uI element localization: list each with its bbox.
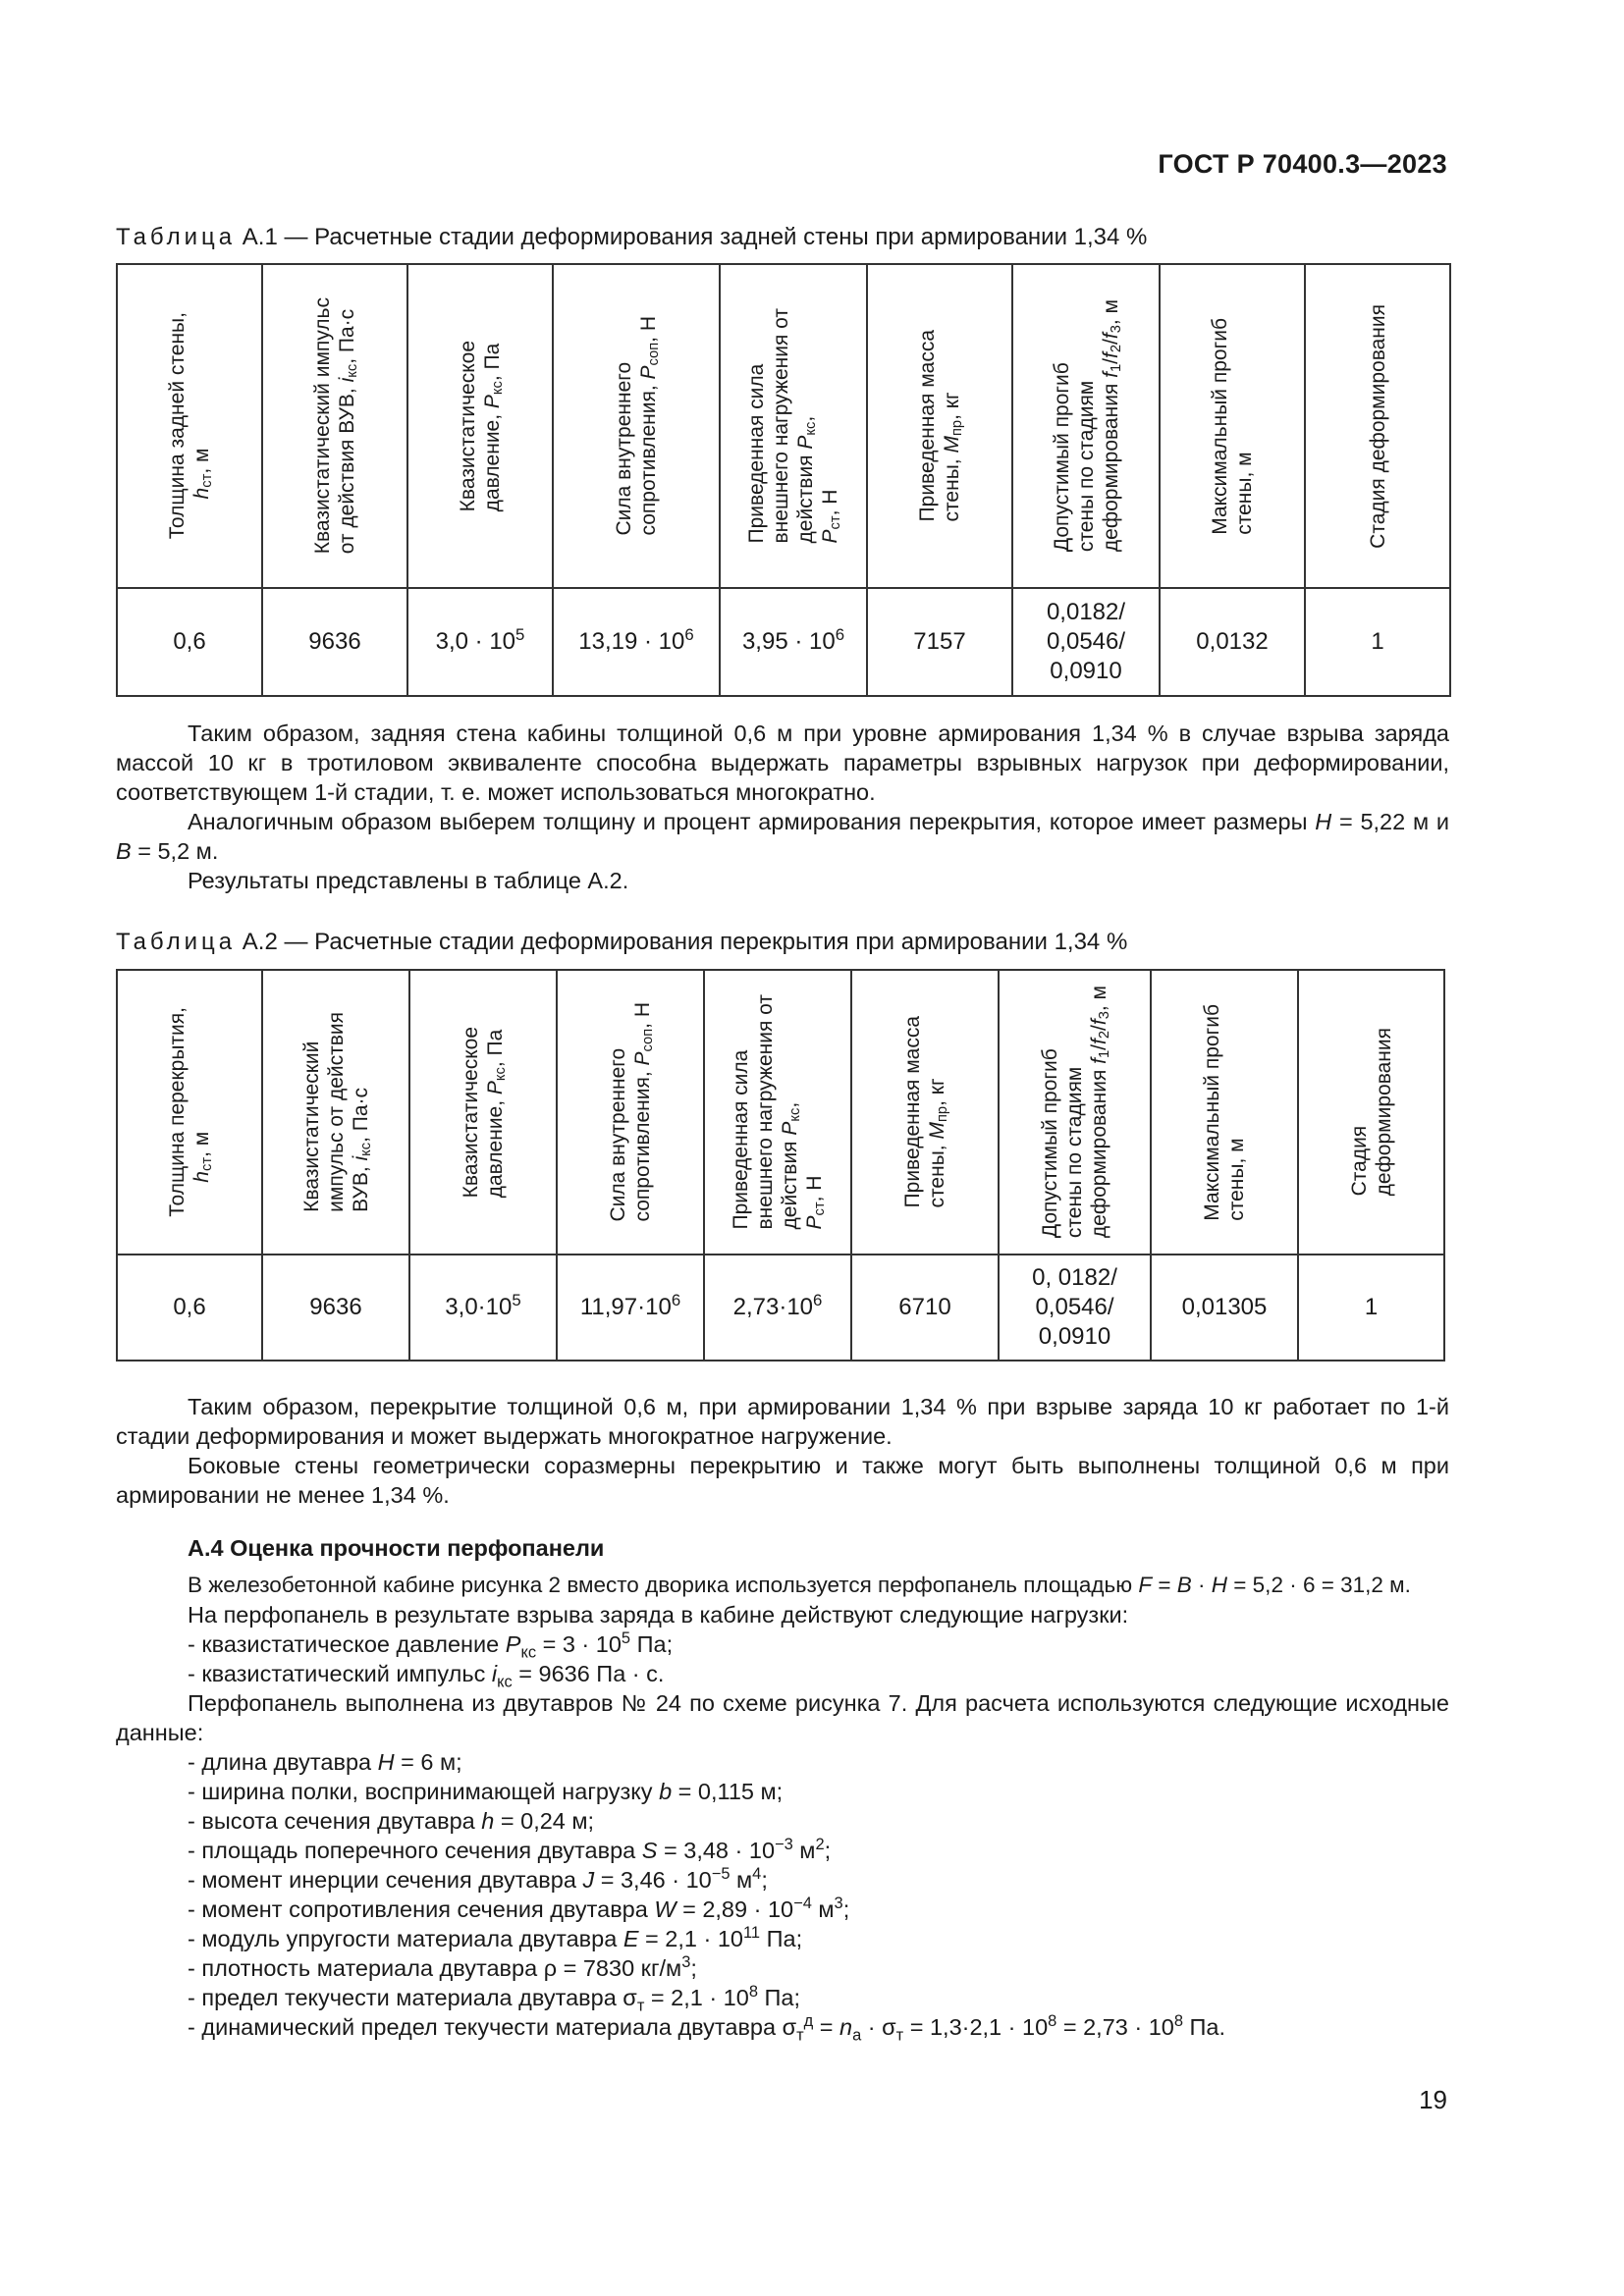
table2-col-deflection: Допустимый прогиб стены по стадиям деформирования $f_1/f_2/f_3$, м <box>999 970 1151 1255</box>
standard-code: ГОСТ Р 70400.3—2023 <box>1158 149 1447 179</box>
table1-cell: $3,0 \cdot 10^5$ <box>407 588 553 696</box>
section-a4 <box>116 1533 1449 1563</box>
table2-col-impulse: Квазистатический импульс от действия ВУВ, $i_{кс}$, Па·с <box>262 970 409 1255</box>
list-item: - момент инерции сечения двутавра $J = 3,46 \cdot 10^{-5}$ $м^4$; <box>188 1865 768 1893</box>
table2-caption <box>116 929 1127 956</box>
table1-cell: $3,95 \cdot 10^6$ <box>720 588 867 696</box>
table1-cell: 0,6 <box>117 588 262 696</box>
text-block-2 <box>116 1392 1449 1510</box>
list-item: - квазистатический импульс $i_{кс} = 9636$ Па · с. <box>188 1661 665 1691</box>
table1-caption <box>116 224 1147 251</box>
table1-col-mass: Приведенная масса стены, $M_{пр}$, кг <box>867 264 1012 588</box>
table2-col-load: Приведенная сила внешнего нагружения от действия $P_{кс}$, $P_{ст}$, Н <box>704 970 851 1255</box>
paragraph: Таким образом, перекрытие толщиной 0,6 м, при армировании 1,34 % при взрыве заряда 10 кг работает по 1-й стадии деформирования и может выдержать многократное нагружение. <box>116 1394 1449 1449</box>
table2-cell: 0, 0182/ 0,0546/ 0,0910 <box>999 1255 1151 1361</box>
table2-cell: $2,73\cdot 10^6$ <box>704 1255 851 1361</box>
table1-caption-text: А.1 — Расчетные стадии деформирования задней стены при армировании 1,34 % <box>236 224 1148 250</box>
text-block-4 <box>116 1600 1449 2045</box>
results-reference: Результаты представлены в таблице А.2. <box>188 868 629 893</box>
list-item: - модуль упругости материала двутавра $E = 2,1 \cdot 10^{11}$ Па; <box>188 1924 803 1951</box>
list-item: - длина двутавра H = 6 м; <box>188 1749 462 1775</box>
list-item: - предел текучести материала двутавра $\sigma_т = 2,1 \cdot 10^8$ Па; <box>188 1983 801 2015</box>
table1-cell: 1 <box>1305 588 1450 696</box>
text-block-3 <box>116 1571 1449 1600</box>
table1-header-row <box>117 264 1450 588</box>
table2-col-max-deflection: Максимальный прогиб стены, м <box>1151 970 1298 1255</box>
list-item: - плотность материала двутавра ρ = 7830 $кг/м^3$; <box>188 1953 697 1981</box>
table1-col-pressure: Квазистатическое давление, $P_{кс}$, Па <box>407 264 553 588</box>
paragraph: Боковые стены геометрически соразмерны перекрытию и также могут быть выполнены толщиной 0,6 м при армировании не менее 1,34 %. <box>116 1453 1449 1508</box>
paragraph: Таким образом, задняя стена кабины толщиной 0,6 м при уровне армирования 1,34 % в случае взрыва заряда массой 10 кг в тротиловом эквиваленте способна выдержать параметры взрывных нагрузок при деформировании, соответствующем 1-й стадии, т. е. может использоваться многократно. <box>116 721 1449 805</box>
table2-col-resistance: Сила внутреннего сопротивления, $P_{соп}$, Н <box>557 970 704 1255</box>
table2-cell: $3,0\cdot 10^5$ <box>409 1255 557 1361</box>
table-row <box>117 588 1450 696</box>
paragraph: В железобетонной кабине рисунка 2 вместо дворика используется перфопанель площадью F = B · H = 5,2 · 6 = 31,2 м. <box>188 1573 1411 1597</box>
table1-col-max-deflection: Максимальный прогиб стены, м <box>1160 264 1305 588</box>
table1-cell: 9636 <box>262 588 407 696</box>
table-a1 <box>116 263 1451 697</box>
table1-caption-prefix: Таблица <box>116 224 237 250</box>
paragraph: Аналогичным образом выберем толщину и процент армирования перекрытия, которое имеет размеры H = 5,22 м и B = 5,2 м. <box>116 809 1449 864</box>
table2-col-mass: Приведенная масса стены, $M_{пр}$, кг <box>851 970 999 1255</box>
list-item: - высота сечения двутавра h = 0,24 м; <box>188 1808 595 1834</box>
table1-col-impulse: Квазистатический импульс от действия ВУВ, $i_{кс}$, Па·с <box>262 264 407 588</box>
table1-col-deflection: Допустимый прогиб стены по стадиям деформирования $f_1/f_2/f_3$, м <box>1012 264 1160 588</box>
table2-cell: 0,6 <box>117 1255 262 1361</box>
table2-cell: 0,01305 <box>1151 1255 1298 1361</box>
text-block-1 <box>116 719 1449 895</box>
table1-cell: 0,0132 <box>1160 588 1305 696</box>
list-item: - квазистатическое давление $P_{кс} = 3 \cdot 10^5$ Па; <box>188 1629 674 1662</box>
table1-col-load: Приведенная сила внешнего нагружения от действия $P_{кс}$, $P_{ст}$, Н <box>720 264 867 588</box>
table1-col-stage: Стадия деформирования <box>1305 264 1450 588</box>
table2-header-row <box>117 970 1444 1255</box>
table2-cell: $11,97\cdot 10^6$ <box>557 1255 704 1361</box>
table2-col-pressure: Квазистатическое давление, $P_{кс}$, Па <box>409 970 557 1255</box>
table1-col-resistance: Сила внутреннего сопротивления, $P_{соп}$, Н <box>553 264 720 588</box>
list-item: - ширина полки, воспринимающей нагрузку b = 0,115 м; <box>188 1779 784 1804</box>
table2-caption-text: А.2 — Расчетные стадии деформирования перекрытия при армировании 1,34 % <box>236 929 1128 955</box>
table2-col-thickness: Толщина перекрытия, $h_{ст}$, м <box>117 970 262 1255</box>
table2-col-stage: Стадия деформирования <box>1298 970 1444 1255</box>
section-heading: А.4 Оценка прочности перфопанели <box>188 1535 605 1561</box>
table-a2 <box>116 969 1445 1362</box>
table1-col-thickness: Толщина задней стены, $h_{ст}$, м <box>117 264 262 588</box>
page-number: 19 <box>1419 2085 1447 2114</box>
list-item: - площадь поперечного сечения двутавра $S = 3,48 \cdot 10^{-3}$ $м^2$; <box>188 1836 832 1863</box>
table2-caption-prefix: Таблица <box>116 929 237 955</box>
list-item: - динамический предел текучести материала двутавра $\sigma_т^д = n_а \cdot \sigma_т = 1,3\cdot 2,1 \cdot 10^8 = 2,73 \cdot 10^8$ Па. <box>188 2012 1226 2045</box>
data-intro: Перфопанель выполнена из двутавров № 24 по схеме рисунка 7. Для расчета используются следующие исходные данные: <box>116 1690 1449 1745</box>
table1-cell: $13,19 \cdot 10^6$ <box>553 588 720 696</box>
loads-intro: На перфопанель в результате взрыва заряда в кабине действуют следующие нагрузки: <box>188 1602 1129 1628</box>
table-row <box>117 1255 1444 1361</box>
table2-cell: 6710 <box>851 1255 999 1361</box>
table1-cell: 0,0182/ 0,0546/ 0,0910 <box>1012 588 1160 696</box>
list-item: - момент сопротивления сечения двутавра $W = 2,89 \cdot 10^{-4}$ $м^3$; <box>188 1895 850 1922</box>
table2-cell: 1 <box>1298 1255 1444 1361</box>
table2-cell: 9636 <box>262 1255 409 1361</box>
table1-cell: 7157 <box>867 588 1012 696</box>
